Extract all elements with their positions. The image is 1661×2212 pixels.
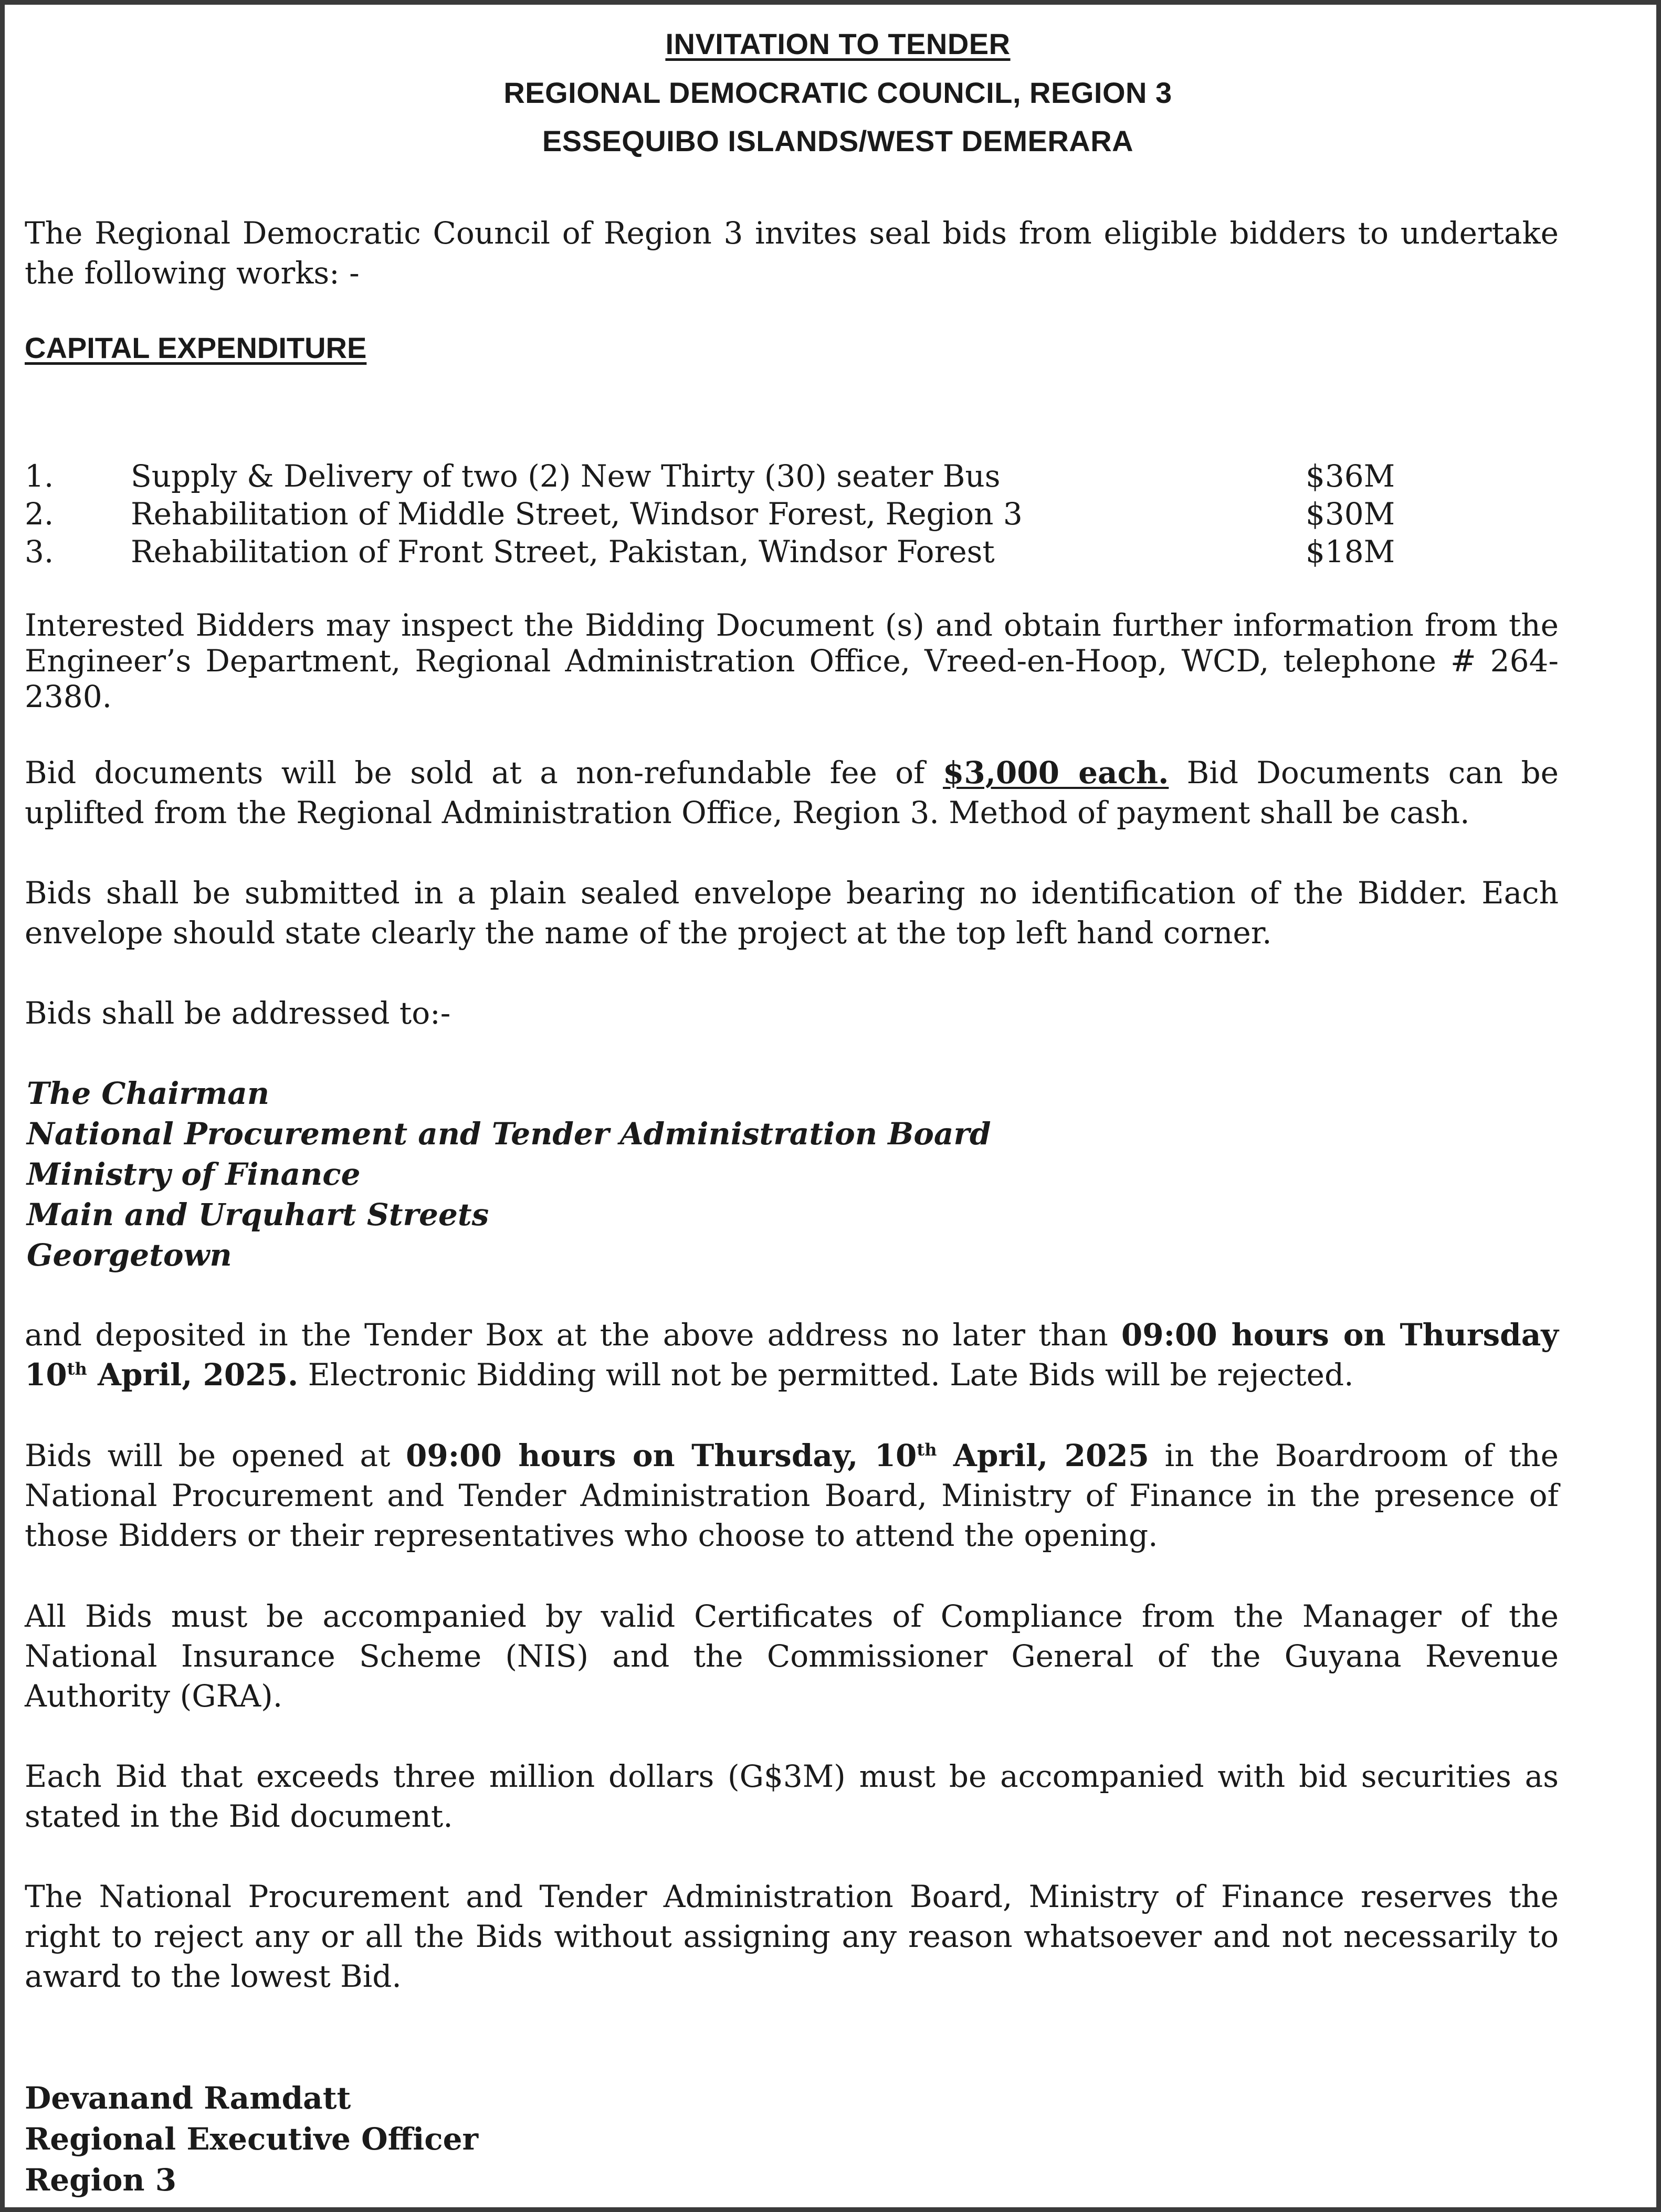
- deposit-deadline: 09:00 hours on Thursday 10: [25, 1317, 1559, 1393]
- notice-body: [22, 5, 1654, 2207]
- deposit-paragraph: [25, 1315, 1559, 1395]
- deposit-text-after: Electronic Bidding will not be permitted. Late Bids will be rejected.: [298, 1357, 1354, 1393]
- inspect-paragraph: Interested Bidders may inspect the Bidding Document (s) and obtain further information from the Engineer’s Department, Regional Administration Office, Vreed-en-Hoop, WCD, telephone # 264-2380.: [25, 607, 1559, 714]
- works-list: [25, 456, 1559, 570]
- addressed-to-line: Bids shall be addressed to:-: [25, 995, 451, 1031]
- opening-paragraph: [25, 1436, 1559, 1555]
- work-description: Rehabilitation of Middle Street, Windsor Forest, Region 3: [131, 496, 1023, 532]
- security-paragraph: Each Bid that exceeds three million dollars (G$3M) must be accompanied with bid securities as stated in the Bid document.: [25, 1758, 1559, 1834]
- opening-text-after: in the Boardroom of the National Procurement and Tender Administration Board, Ministry of Finance in the presence of those Bidders or their representatives who choose to attend the opening.: [25, 1438, 1559, 1553]
- work-number: 3.: [25, 534, 54, 570]
- signatory-name: Devanand Ramdatt: [25, 2080, 351, 2116]
- notice-title-text: INVITATION TO TENDER: [665, 27, 1011, 60]
- work-item: [25, 494, 1559, 532]
- council-heading: REGIONAL DEMOCRATIC COUNCIL, REGION 3: [503, 76, 1172, 109]
- deposit-deadline-date: April, 2025.: [87, 1357, 299, 1393]
- address-line: The Chairman: [27, 1076, 270, 1111]
- compliance-paragraph: All Bids must be accompanied by valid Certificates of Compliance from the Manager of the National Insurance Scheme (NIS) and the Commissioner General of the Guyana Revenue Authority (GRA).: [25, 1598, 1559, 1714]
- address-line: Main and Urquhart Streets: [27, 1197, 489, 1233]
- address-line: Ministry of Finance: [27, 1156, 361, 1192]
- notice-title: [22, 27, 1654, 61]
- address-block: [27, 1073, 991, 1276]
- deposit-text-before: and deposited in the Tender Box at the above address no later than: [25, 1317, 1121, 1353]
- work-description: Rehabilitation of Front Street, Pakistan, Windsor Forest: [131, 534, 995, 570]
- signatory-title: Regional Executive Officer: [25, 2121, 479, 2157]
- opening-date: April, 2025: [937, 1438, 1150, 1473]
- section-title: CAPITAL EXPENDITURE: [25, 331, 367, 364]
- address-line: Georgetown: [27, 1237, 232, 1273]
- opening-time: 09:00 hours on Thursday, 10: [406, 1438, 917, 1473]
- fee-text-after: Bid Documents can be uplifted from the Regional Administration Office, Region 3. Method of payment shall be cash.: [25, 755, 1559, 830]
- work-item: [25, 456, 1559, 494]
- work-amount: $18M: [1306, 534, 1395, 570]
- fee-amount: $3,000 each.: [943, 755, 1169, 791]
- work-number: 1.: [25, 458, 54, 494]
- opening-text-before: Bids will be opened at: [25, 1438, 406, 1473]
- fee-text-before: Bid documents will be sold at a non-refundable fee of: [25, 755, 943, 791]
- work-amount: $36M: [1306, 458, 1395, 494]
- signatory-region: Region 3: [25, 2162, 177, 2198]
- work-amount: $30M: [1306, 496, 1395, 532]
- region-heading: ESSEQUIBO ISLANDS/WEST DEMERARA: [542, 124, 1134, 157]
- work-number: 2.: [25, 496, 54, 532]
- fee-paragraph: [25, 753, 1559, 833]
- signature-block: [25, 2078, 478, 2200]
- reserve-paragraph: The National Procurement and Tender Administration Board, Ministry of Finance reserves the right to reject any or all the Bids without assigning any reason whatsoever and not necessarily to award to the lowest Bid.: [25, 1879, 1559, 1994]
- envelope-paragraph: Bids shall be submitted in a plain sealed envelope bearing no identification of the Bidder. Each envelope should state clearly the name of the project at the top left hand corner.: [25, 875, 1559, 951]
- address-line: National Procurement and Tender Administration Board: [27, 1116, 991, 1152]
- intro-paragraph: The Regional Democratic Council of Region 3 invites seal bids from eligible bidders to undertake the following works: -: [25, 215, 1559, 291]
- work-description: Supply & Delivery of two (2) New Thirty (30) seater Bus: [131, 458, 1001, 494]
- work-item: [25, 532, 1559, 570]
- opening-time-suffix: th: [917, 1439, 937, 1460]
- deposit-deadline-suffix: th: [67, 1358, 87, 1379]
